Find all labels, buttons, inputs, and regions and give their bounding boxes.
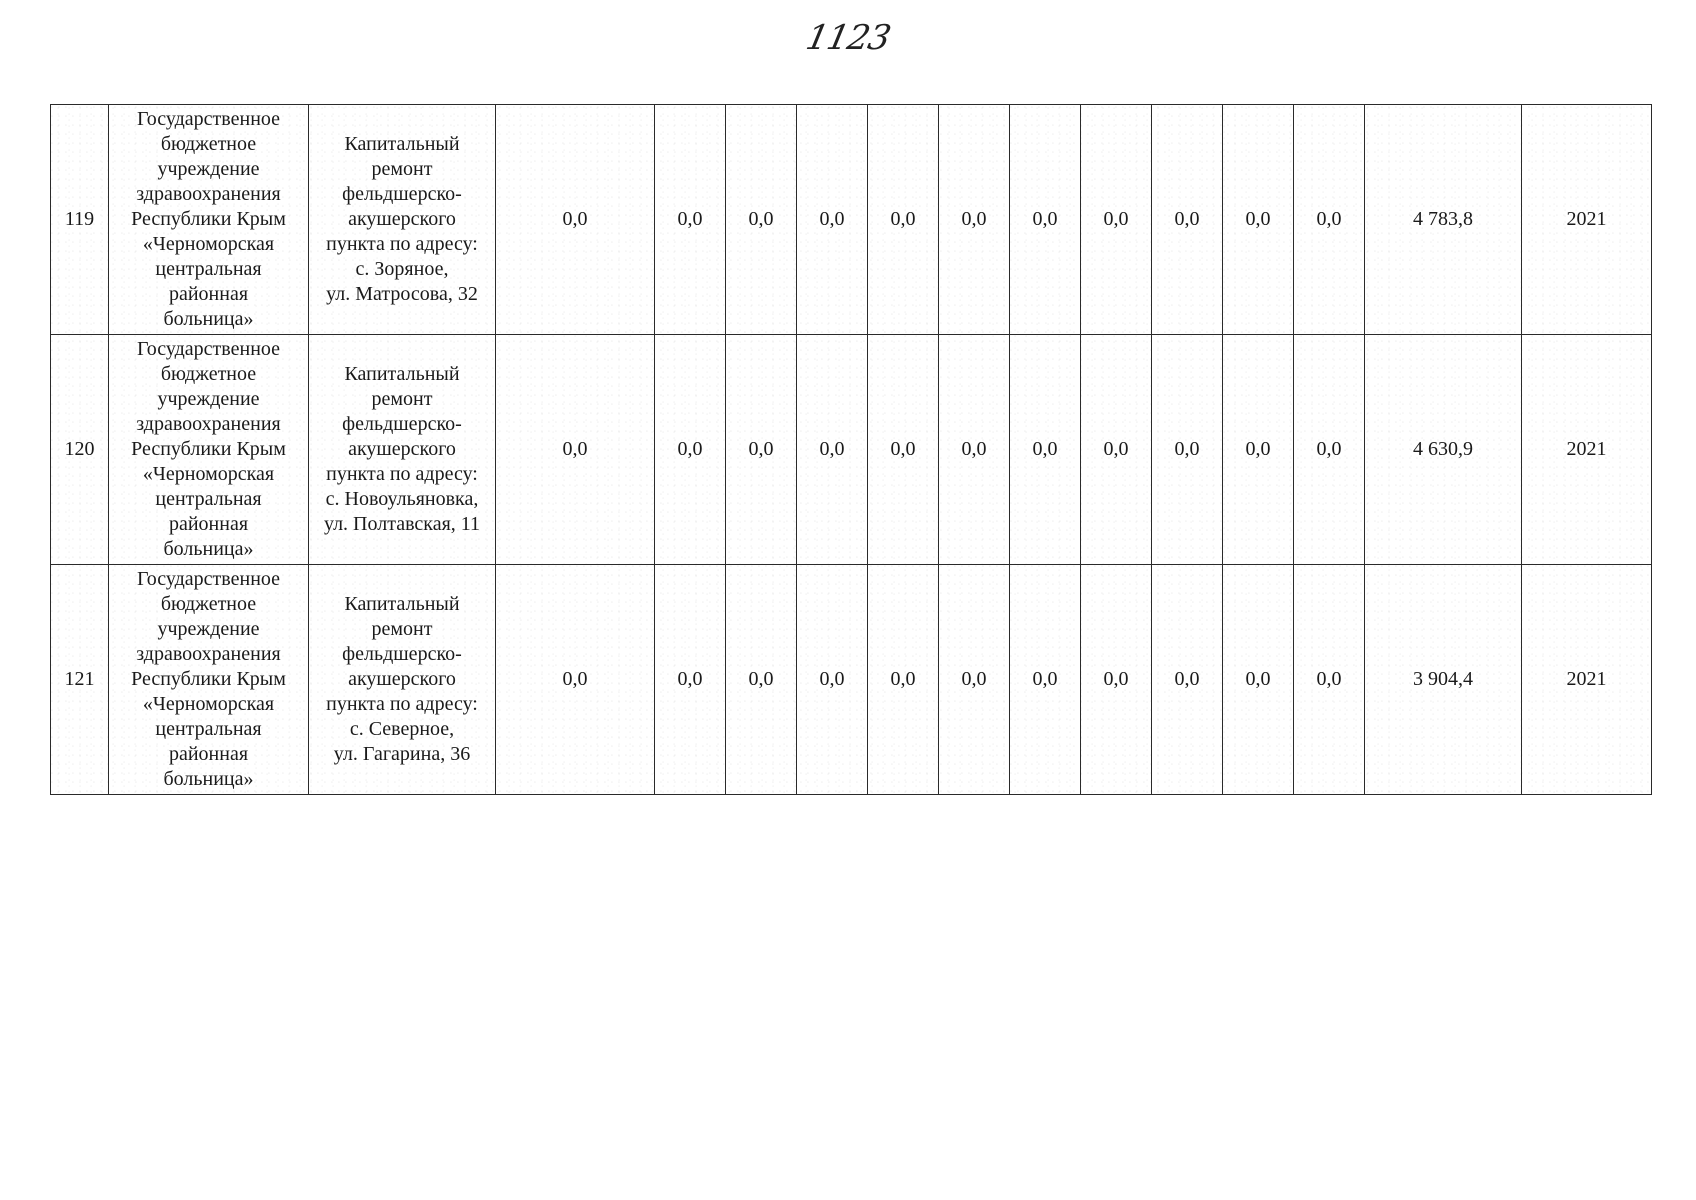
work-line: ремонт — [371, 618, 433, 640]
value-cell: 0,0 — [868, 565, 939, 795]
organization-line: «Черноморская — [142, 233, 275, 255]
value-cell: 0,0 — [1223, 335, 1294, 565]
value-cell: 0,0 — [655, 335, 726, 565]
value-cell: 0,0 — [496, 335, 655, 565]
value-cell: 0,0 — [939, 335, 1010, 565]
organization-line: районная — [168, 513, 249, 535]
value-cell: 0,0 — [939, 565, 1010, 795]
value-cell: 0,0 — [1010, 565, 1081, 795]
organization-line: бюджетное — [160, 593, 257, 615]
work-line: ул. Полтавская, 11 — [323, 513, 481, 535]
total-cell: 3 904,4 — [1365, 565, 1522, 795]
year-cell: 2021 — [1522, 565, 1652, 795]
organization-line: Государственное — [136, 568, 281, 590]
work-line: фельдшерско- — [342, 183, 462, 205]
work-line: Капитальный — [344, 363, 460, 385]
work-line: с. Зоряное, — [355, 258, 449, 280]
work-line: Капитальный — [344, 593, 460, 615]
organization-line: учреждение — [157, 158, 260, 180]
value-cell: 0,0 — [655, 565, 726, 795]
value-cell: 0,0 — [1010, 105, 1081, 335]
value-cell: 0,0 — [726, 335, 797, 565]
value-cell: 0,0 — [726, 565, 797, 795]
work-line: ремонт — [371, 388, 433, 410]
organization-line: центральная — [155, 718, 262, 740]
organization-line: Государственное — [136, 108, 281, 130]
work-description-cell — [309, 565, 496, 795]
work-line: ремонт — [371, 158, 433, 180]
work-line: пункта по адресу: — [326, 233, 478, 255]
value-cell: 0,0 — [1223, 105, 1294, 335]
table-row — [51, 335, 1652, 565]
row-index-cell: 121 — [51, 565, 109, 795]
value-cell: 0,0 — [797, 565, 868, 795]
organization-line: бюджетное — [160, 363, 257, 385]
year-cell: 2021 — [1522, 335, 1652, 565]
table-body — [51, 105, 1652, 795]
work-line: ул. Гагарина, 36 — [333, 743, 471, 765]
organization-line: «Черноморская — [142, 463, 275, 485]
work-line: с. Новоульяновка, — [325, 488, 479, 510]
work-line: фельдшерско- — [342, 413, 462, 435]
value-cell: 0,0 — [797, 105, 868, 335]
value-cell: 0,0 — [1010, 335, 1081, 565]
value-cell: 0,0 — [726, 105, 797, 335]
value-cell: 0,0 — [939, 105, 1010, 335]
organization-line: здравоохранения — [136, 643, 281, 665]
organization-line: центральная — [155, 258, 262, 280]
organization-line: учреждение — [157, 618, 260, 640]
organization-line: Республики Крым — [131, 208, 286, 230]
organization-line: районная — [168, 743, 249, 765]
value-cell: 0,0 — [1152, 105, 1223, 335]
value-cell: 0,0 — [1081, 335, 1152, 565]
organization-cell — [109, 105, 309, 335]
value-cell: 0,0 — [1152, 335, 1223, 565]
organization-cell — [109, 565, 309, 795]
work-line: акушерского — [348, 208, 456, 230]
value-cell: 0,0 — [1081, 565, 1152, 795]
organization-line: учреждение — [157, 388, 260, 410]
work-line: пункта по адресу: — [326, 693, 478, 715]
organization-line: Государственное — [136, 338, 281, 360]
organization-line: бюджетное — [160, 133, 257, 155]
value-cell: 0,0 — [655, 105, 726, 335]
work-line: акушерского — [348, 438, 456, 460]
table-row — [51, 565, 1652, 795]
value-cell: 0,0 — [1294, 105, 1365, 335]
work-line: акушерского — [348, 668, 456, 690]
work-line: фельдшерско- — [342, 643, 462, 665]
budget-table — [50, 104, 1652, 795]
organization-line: здравоохранения — [136, 413, 281, 435]
organization-line: районная — [168, 283, 249, 305]
row-index-cell: 119 — [51, 105, 109, 335]
work-line: пункта по адресу: — [326, 463, 478, 485]
value-cell: 0,0 — [1294, 565, 1365, 795]
organization-line: «Черноморская — [142, 693, 275, 715]
value-cell: 0,0 — [1152, 565, 1223, 795]
work-line: Капитальный — [344, 133, 460, 155]
value-cell: 0,0 — [797, 335, 868, 565]
work-line: ул. Матросова, 32 — [326, 283, 478, 305]
value-cell: 0,0 — [496, 105, 655, 335]
organization-line: больница» — [163, 538, 254, 560]
organization-line: центральная — [155, 488, 262, 510]
organization-line: здравоохранения — [136, 183, 281, 205]
organization-line: больница» — [163, 768, 254, 790]
organization-line: больница» — [163, 308, 254, 330]
year-cell: 2021 — [1522, 105, 1652, 335]
total-cell: 4 630,9 — [1365, 335, 1522, 565]
table-row — [51, 105, 1652, 335]
value-cell: 0,0 — [868, 335, 939, 565]
total-cell: 4 783,8 — [1365, 105, 1522, 335]
page-number: 1123 — [802, 18, 894, 58]
value-cell: 0,0 — [1081, 105, 1152, 335]
row-index-cell: 120 — [51, 335, 109, 565]
organization-line: Республики Крым — [131, 438, 286, 460]
value-cell: 0,0 — [1223, 565, 1294, 795]
organization-cell — [109, 335, 309, 565]
value-cell: 0,0 — [1294, 335, 1365, 565]
value-cell: 0,0 — [868, 105, 939, 335]
organization-line: Республики Крым — [131, 668, 286, 690]
work-description-cell — [309, 105, 496, 335]
value-cell: 0,0 — [496, 565, 655, 795]
work-line: с. Северное, — [349, 718, 455, 740]
work-description-cell — [309, 335, 496, 565]
